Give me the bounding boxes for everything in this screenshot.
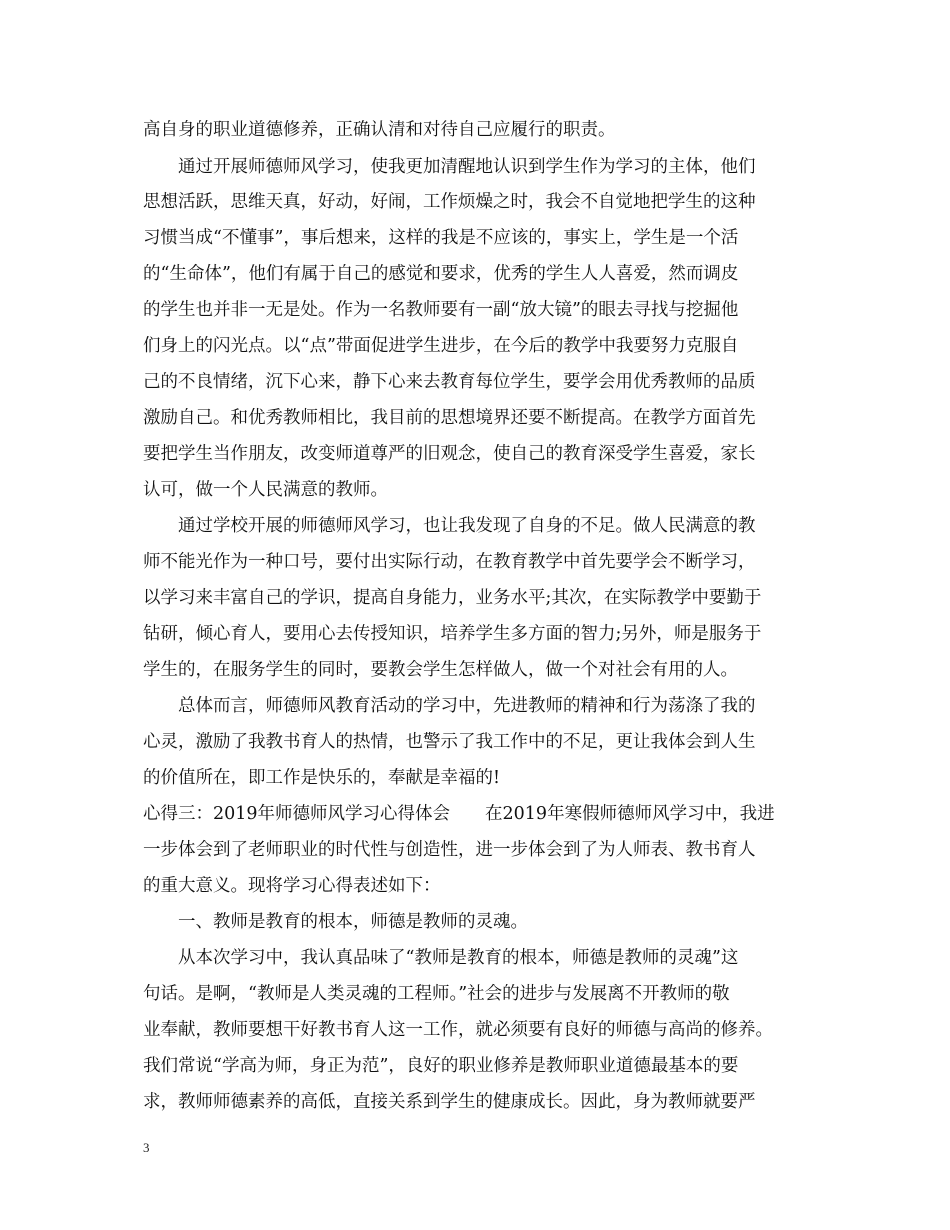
text-line: 要把学生当作朋友，改变师道尊严的旧观念，使自己的教育深受学生喜爱，家长 — [143, 444, 756, 464]
text-line: 通过学校开展的师德师风学习，也让我发现了自身的不足。做人民满意的教 — [178, 516, 756, 536]
text-line: 激励自己。和优秀教师相比，我目前的思想境界还要不断提高。在教学方面首先 — [143, 408, 756, 428]
text-line: 的重大意义。现将学习心得表述如下： — [143, 876, 441, 896]
text-line: 一步体会到了老师职业的时代性与创造性，进一步体会到了为人师表、教书育人 — [143, 840, 756, 860]
text-line: 学生的，在服务学生的同时，要教会学生怎样做人，做一个对社会有用的人。 — [143, 660, 738, 680]
text-line: 通过开展师德师风学习，使我更加清醒地认识到学生作为学习的主体，他们 — [178, 157, 756, 177]
text-line: 的价值所在，即工作是快乐的，奉献是幸福的! — [143, 768, 501, 788]
text-line: 己的不良情绪，沉下心来，静下心来去教育每位学生，要学会用优秀教师的品质 — [143, 372, 756, 392]
text-line: 从本次学习中，我认真品味了“教师是教育的根本，师德是教师的灵魂”这 — [178, 948, 739, 968]
page-number: 3 — [143, 1140, 150, 1155]
text-line: 句话。是啊，“教师是人类灵魂的工程师。”社会的进步与发展离不开教师的敬 — [143, 984, 730, 1004]
text-line: 一、教师是教育的根本，师德是教师的灵魂。 — [178, 912, 528, 932]
text-line: 的“生命体”，他们有属于自己的感觉和要求，优秀的学生人人喜爱，然而调皮 — [143, 264, 739, 284]
text-line: 以学习来丰富自己的学识，提高自身能力，业务水平;其次，在实际教学中要勤于 — [143, 588, 762, 608]
text-line: 师不能光作为一种口号，要付出实际行动，在教育教学中首先要学会不断学习， — [143, 552, 756, 572]
text-line: 求，教师师德素养的高低，直接关系到学生的健康成长。因此，身为教师就要严 — [143, 1092, 756, 1112]
text-line: 总体而言，师德师风教育活动的学习中，先进教师的精神和行为荡涤了我的 — [178, 696, 756, 716]
text-line: 高自身的职业道德修养，正确认清和对待自己应履行的职责。 — [143, 120, 616, 140]
text-line: 认可，做一个人民满意的教师。 — [143, 480, 388, 500]
text-line: 思想活跃，思维天真，好动，好闹，工作烦燥之时，我会不自觉地把学生的这种 — [143, 192, 756, 212]
text-line: 心得三：2019年师德师风学习心得体会 在2019年寒假师德师风学习中，我进 — [143, 804, 775, 824]
text-line: 心灵，激励了我教书育人的热情，也警示了我工作中的不足，更让我体会到人生 — [143, 732, 756, 752]
text-line: 的学生也并非一无是处。作为一名教师要有一副“放大镜”的眼去寻找与挖掘他 — [143, 300, 739, 320]
text-line: 钻研，倾心育人，要用心去传授知识，培养学生多方面的智力;另外，师是服务于 — [143, 624, 762, 644]
text-line: 们身上的闪光点。以“点”带面促进学生进步，在今后的教学中我要努力克服自 — [143, 336, 739, 356]
text-line: 习惯当成“不懂事”，事后想来，这样的我是不应该的，事实上，学生是一个活 — [143, 228, 739, 248]
text-line: 我们常说“学高为师，身正为范”，良好的职业修养是教师职业道德最基本的要 — [143, 1056, 739, 1076]
text-line: 业奉献，教师要想干好教书育人这一工作，就必须要有良好的师德与高尚的修养。 — [143, 1020, 773, 1040]
